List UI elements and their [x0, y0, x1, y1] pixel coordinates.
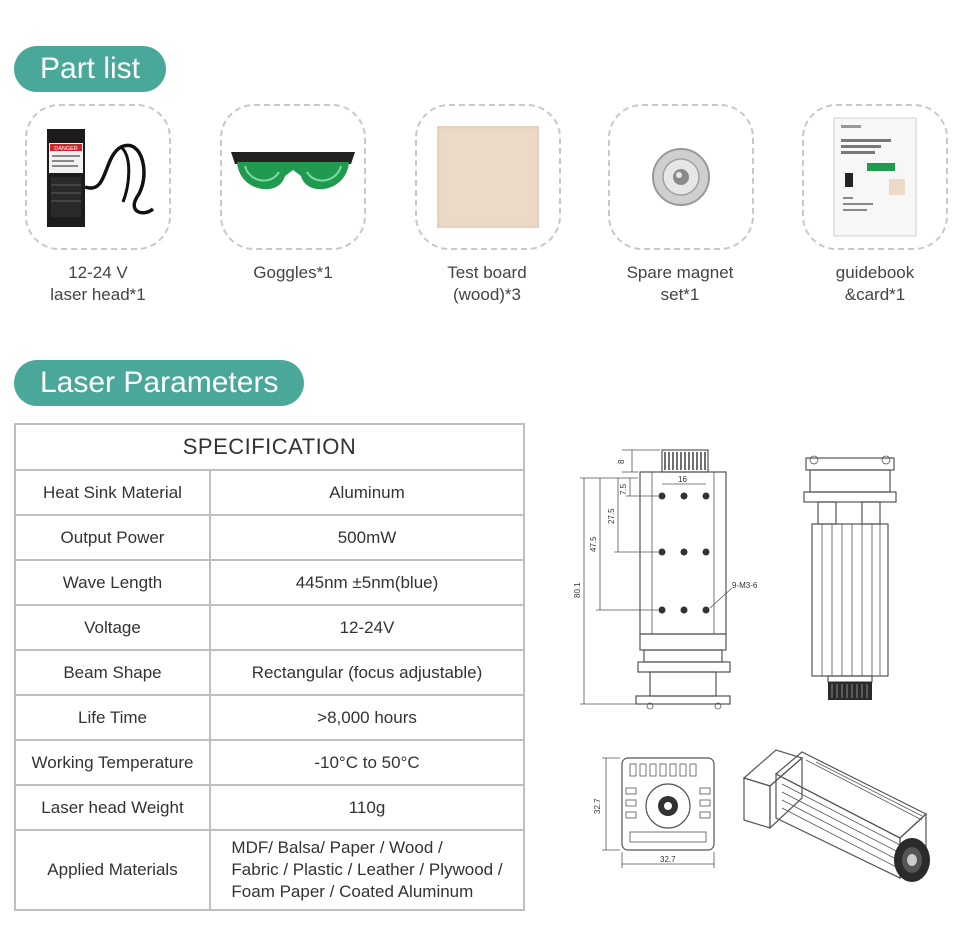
part-list-title: Part list [14, 46, 166, 92]
part-magnet-label: Spare magnet set*1 [626, 263, 734, 304]
danger-label: DANGER [54, 146, 78, 152]
dim-32-7-vertical: 32.7 [593, 798, 602, 814]
table-row [15, 740, 524, 785]
spec-value: 500mW [210, 515, 524, 560]
part-laser-head-label: 12-24 V laser head*1 [50, 263, 146, 304]
table-row [15, 515, 524, 560]
spec-key: Life Time [15, 695, 210, 740]
table-row [15, 470, 524, 515]
table-row [15, 785, 524, 830]
isometric-view-drawing [736, 738, 936, 898]
side-view-drawing [800, 450, 900, 705]
spec-key: Beam Shape [15, 650, 210, 695]
dim-47-5: 47.5 [589, 536, 598, 552]
front-view-drawing [560, 440, 758, 715]
wood-board-image [437, 126, 539, 228]
spec-key: Output Power [15, 515, 210, 560]
part-goggles-label: Goggles*1 [253, 263, 333, 282]
part-test-board-tile [415, 104, 561, 250]
spec-key: Working Temperature [15, 740, 210, 785]
spec-key: Applied Materials [15, 830, 210, 910]
spec-key: Heat Sink Material [15, 470, 210, 515]
top-view-drawing [584, 752, 724, 874]
spec-value: >8,000 hours [210, 695, 524, 740]
spec-key: Voltage [15, 605, 210, 650]
spec-key: Laser head Weight [15, 785, 210, 830]
guidebook-image [833, 117, 917, 237]
dim-16: 16 [678, 475, 687, 484]
spec-table [14, 423, 525, 911]
spec-value: 12-24V [210, 605, 524, 650]
dim-32-7-horizontal: 32.7 [660, 855, 676, 864]
spec-value: Aluminum [210, 470, 524, 515]
table-row [15, 605, 524, 650]
dim-7-5: 7.5 [619, 483, 628, 495]
part-magnet-tile [608, 104, 754, 250]
spec-header: SPECIFICATION [15, 424, 524, 470]
spec-value: -10°C to 50°C [210, 740, 524, 785]
dim-8: 8 [617, 459, 626, 464]
spec-value: MDF/ Balsa/ Paper / Wood / Fabric / Plastic / Leather / Plywood / Foam Paper / Coated Aluminum [231, 838, 503, 901]
table-row [15, 650, 524, 695]
laser-params-title: Laser Parameters [14, 360, 304, 406]
dim-80-1: 80.1 [573, 582, 582, 598]
goggles-image [227, 142, 359, 212]
part-goggles-tile [220, 104, 366, 250]
spec-value: 445nm ±5nm(blue) [210, 560, 524, 605]
spec-value: Rectangular (focus adjustable) [210, 650, 524, 695]
laser-head-image [33, 117, 163, 237]
spec-value: 110g [210, 785, 524, 830]
part-guidebook-label: guidebook &card*1 [835, 263, 915, 304]
magnet-image [646, 142, 716, 212]
part-guidebook-tile [802, 104, 948, 250]
part-laser-head-tile [25, 104, 171, 250]
spec-key: Wave Length [15, 560, 210, 605]
table-row [15, 830, 524, 910]
dim-27-5: 27.5 [607, 508, 616, 524]
holes-label: 9-M3-6 [732, 581, 758, 590]
table-row [15, 560, 524, 605]
table-row [15, 695, 524, 740]
part-test-board-label: Test board (wood)*3 [447, 263, 527, 304]
